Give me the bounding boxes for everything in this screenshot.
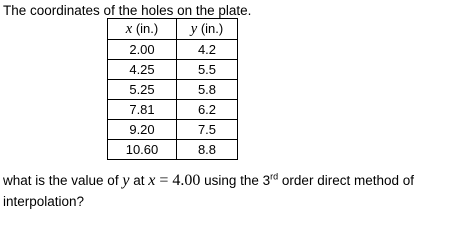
question-part-1: what is the value of	[3, 173, 123, 188]
y-value-cell: 5.5	[177, 60, 238, 80]
question-part-2: at	[129, 173, 149, 188]
x-value-cell: 2.00	[108, 40, 177, 60]
ordinal-suffix: rd	[270, 171, 279, 182]
x-header-unit: (in.)	[135, 21, 159, 36]
table-row	[108, 80, 238, 100]
x-header-variable: x	[125, 21, 133, 37]
intro-text: The coordinates of the holes on the plate.	[3, 3, 252, 18]
question-part-3: using the 3	[200, 173, 271, 188]
question-x-value: = 4.00	[155, 172, 201, 189]
x-column-header	[108, 19, 177, 40]
y-header-unit: (in.)	[200, 21, 224, 36]
question-part-4: order direct method of interpolation?	[3, 173, 414, 209]
table-row	[108, 60, 238, 80]
question-x-variable: x	[148, 172, 156, 189]
table-row	[108, 140, 238, 160]
y-value-cell: 8.8	[177, 140, 238, 160]
x-value-cell: 5.25	[108, 80, 177, 100]
question-y-variable: y	[122, 172, 130, 189]
x-value-cell: 4.25	[108, 60, 177, 80]
x-value-cell: 9.20	[108, 120, 177, 140]
y-column-header	[177, 19, 238, 40]
table-row	[108, 40, 238, 60]
table-row	[108, 100, 238, 120]
y-value-cell: 7.5	[177, 120, 238, 140]
question-text	[3, 170, 446, 212]
y-value-cell: 5.8	[177, 80, 238, 100]
y-value-cell: 4.2	[177, 40, 238, 60]
table-header-row	[108, 19, 238, 40]
x-value-cell: 10.60	[108, 140, 177, 160]
y-value-cell: 6.2	[177, 100, 238, 120]
table-row	[108, 120, 238, 140]
coordinates-table	[107, 18, 238, 160]
x-value-cell: 7.81	[108, 100, 177, 120]
y-header-variable: y	[190, 21, 198, 37]
